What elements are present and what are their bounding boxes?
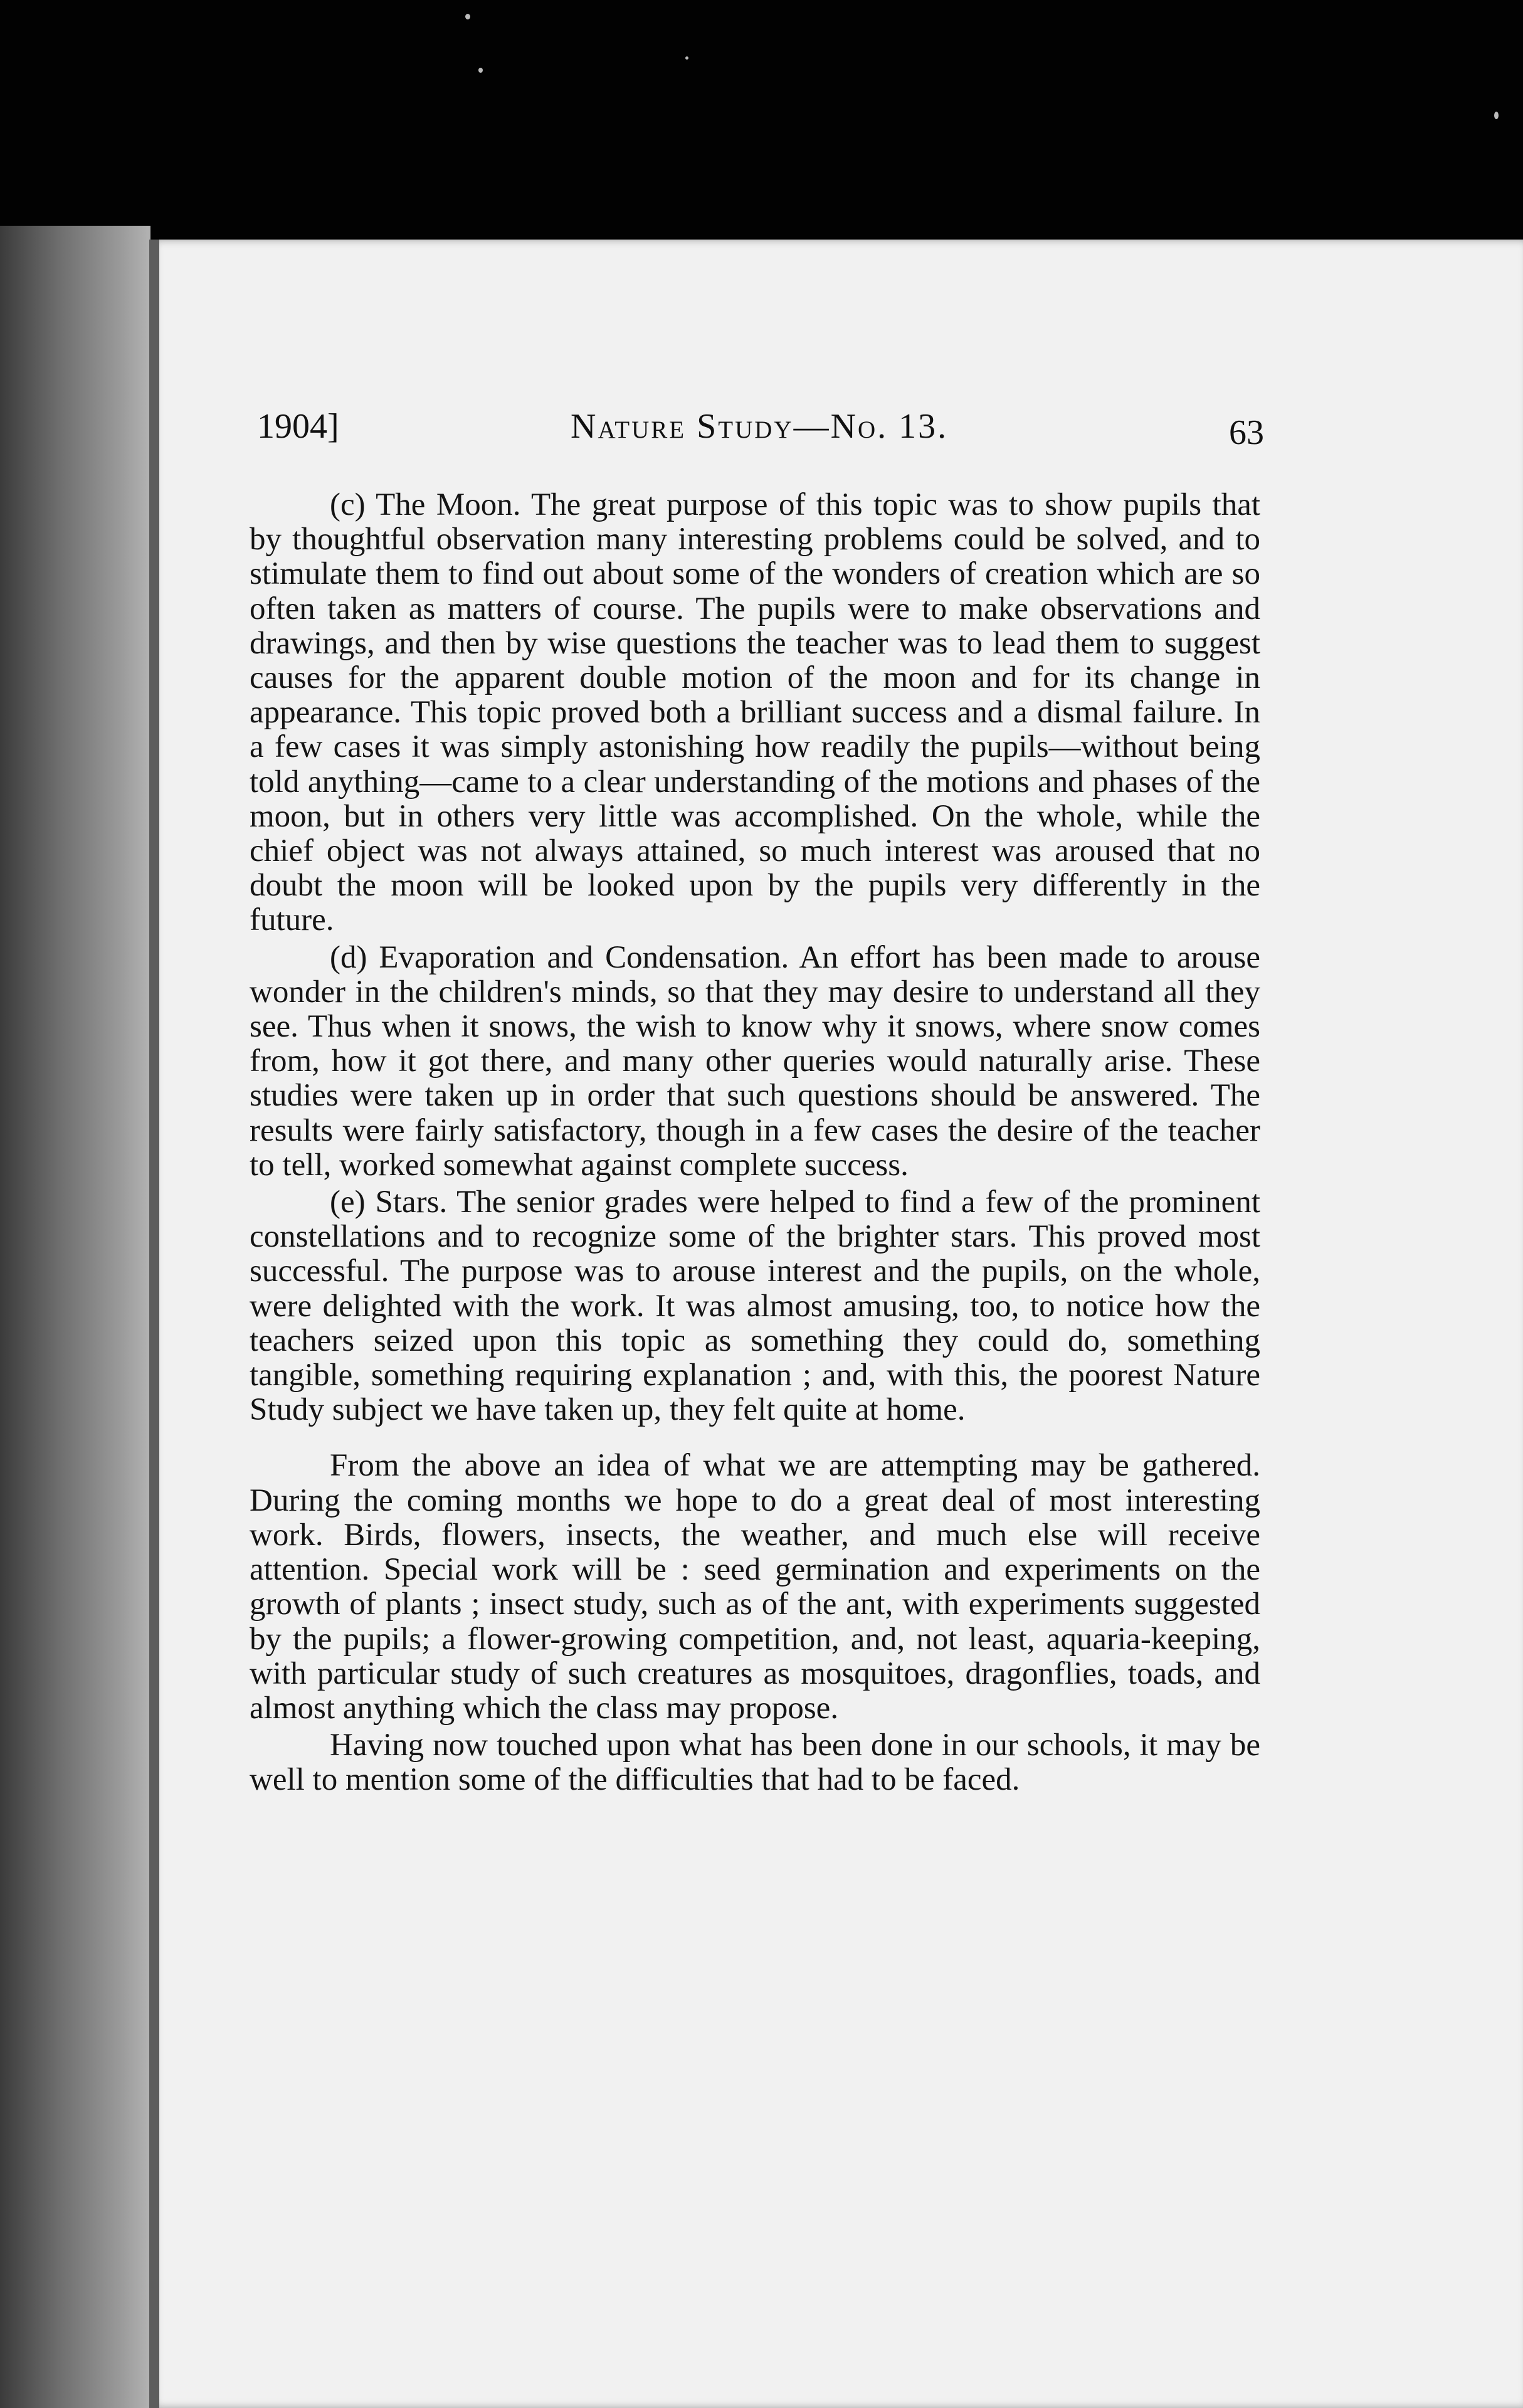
dust-speck (685, 56, 688, 60)
page-number: 63 (1229, 413, 1264, 452)
running-head-year: 1904] (257, 407, 339, 446)
dust-speck (1494, 112, 1499, 119)
running-head (257, 406, 1264, 463)
paragraph-stars: (e) Stars. The senior grades were helped to find a few of the prominent constellations and to recognize some of the brighter stars. This proved most successful. The purpose was to arouse interest and the pupils, on the whole, were delighted with the work. It was almost amusing, too, to notice how the teachers seized upon this topic as something they could do, something tangible, something requiring explanation ; and, with this, the poorest Nature Study subject we have taken up, they felt quite at home. (250, 1185, 1260, 1428)
dust-speck (478, 68, 483, 73)
page-edge-line (149, 240, 159, 2408)
scan-border-top (0, 0, 1523, 238)
body-text (250, 488, 1260, 1798)
dust-speck (465, 14, 470, 19)
paragraph-evaporation: (d) Evaporation and Condensation. An effort has been made to arouse wonder in the children's minds, so that they may desire to understand all they see. Thus when it snows, the wish to know why it snows, where snow comes from, how it got there, and many other queries would naturally arise. These studies were taken up in order that such questions should be answered. The results were fairly satisfactory, though in a few cases the desire of the teacher to tell, worked somewhat against complete success. (250, 939, 1260, 1183)
page-gutter-shadow (0, 226, 150, 2408)
paragraph-plans: From the above an idea of what we are attempting may be gathered. During the coming months we hope to do a great deal of most interesting work. Birds, flowers, insects, the weather, and much else will receive attention. Special work will be : seed germination and experiments on the growth of plants ; insect study, such as of the ant, with experiments suggested by the pupils; a flower-growing competition, and, not least, aquaria-keeping, with particular study of such creatures as mosquitoes, dragonflies, toads, and almost anything which the class may propose. (250, 1448, 1260, 1726)
paragraph-moon: (c) The Moon. The great purpose of this topic was to show pupils that by thoughtful observation many interesting problems could be solved, and to stimulate them to find out about some of the wonders of creation which are so often taken as matters of course. The pupils were to make observations and drawings, and then by wise questions the teacher was to lead them to suggest causes for the apparent double motion of the moon and for its change in appearance. This topic proved both a brilliant success and a dismal failure. In a few cases it was simply astonishing how readily the pupils—without being told anything—came to a clear understanding of the motions and phases of the moon, but in others very little was accomplished. On the whole, while the chief object was not always attained, so much interest was aroused that no doubt the moon will be looked upon by the pupils very differently in the future. (250, 487, 1260, 938)
paragraph-difficulties: Having now touched upon what has been done in our schools, it may be well to mention some of the difficulties that had to be faced. (250, 1728, 1260, 1798)
running-head-title: Nature Study—No. 13. (571, 407, 949, 446)
